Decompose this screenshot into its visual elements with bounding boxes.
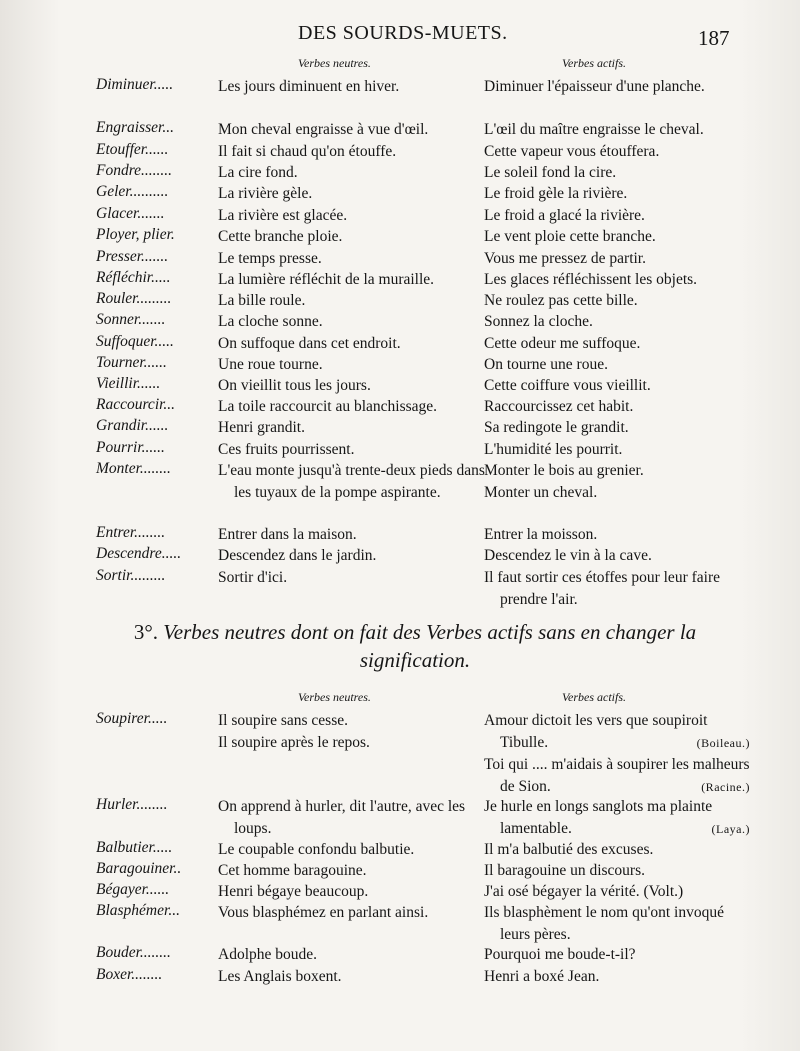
quote-text: Je hurle en longs sanglots ma plainte lamentable. (484, 798, 713, 837)
quote-text: Toi qui .... m'aidais à soupirer les malheurs de Sion. (484, 756, 750, 795)
verb-term: Engraisser... (96, 119, 174, 136)
verb-term: Réfléchir..... (96, 269, 171, 286)
active-example: Raccourcissez cet habit. (484, 398, 634, 415)
active-example: Le soleil fond la cire. (484, 164, 617, 181)
neutral-example: Les jours diminuent en hiver. (218, 78, 400, 95)
verb-term: Bouder........ (96, 944, 171, 961)
active-example: Cette coiffure vous vieillit. (484, 377, 651, 394)
active-example: Il faut sortir ces étoffes pour leur faire prendre l'air. (484, 569, 720, 608)
active-example: Sonnez la cloche. (484, 313, 593, 330)
neutral-example: On suffoque dans cet endroit. (218, 335, 401, 352)
column-heading-neutral: Verbes neutres. (298, 56, 371, 70)
active-example: J'ai osé bégayer la vérité. (Volt.) (484, 883, 684, 900)
verb-term: Sonner....... (96, 311, 166, 328)
running-title: DES SOURDS-MUETS. (298, 22, 508, 44)
active-example: Vous me pressez de partir. (484, 250, 646, 267)
neutral-example: L'eau monte jusqu'à trente-deux pieds dans les tuyaux de la pompe aspirante. (218, 462, 485, 501)
active-example: Amour dictoit les vers que soupiroit (484, 712, 708, 729)
neutral-example: La toile raccourcit au blanchissage. (218, 398, 438, 415)
neutral-example: Les Anglais boxent. (218, 968, 342, 985)
neutral-example: Descendez dans le jardin. (218, 547, 377, 564)
active-example: Il m'a balbutié des excuses. (484, 841, 654, 858)
active-example: Cette vapeur vous étouffera. (484, 143, 660, 160)
verb-term: Presser....... (96, 248, 169, 265)
active-example: Descendez le vin à la cave. (484, 547, 652, 564)
active-example: Le froid gèle la rivière. (484, 185, 628, 202)
neutral-example: Le temps presse. (218, 250, 322, 267)
neutral-example: Entrer dans la maison. (218, 526, 357, 543)
verb-term: Baragouiner.. (96, 860, 182, 877)
quote-text: Tibulle. (500, 734, 549, 751)
neutral-example: Henri grandit. (218, 419, 305, 436)
page-header (0, 22, 800, 48)
active-example (484, 754, 750, 798)
neutral-example: Henri bégaye beaucoup. (218, 883, 369, 900)
neutral-example: Ces fruits pourrissent. (218, 441, 355, 458)
verb-term: Grandir...... (96, 417, 169, 434)
verb-term: Fondre........ (96, 162, 173, 179)
verb-term: Rouler......... (96, 290, 172, 307)
neutral-example: Vous blasphémez en parlant ainsi. (218, 904, 429, 921)
verb-term: Bégayer...... (96, 881, 170, 898)
verb-term: Vieillir...... (96, 375, 161, 392)
verb-term: Hurler........ (96, 796, 168, 813)
active-example: Ne roulez pas cette bille. (484, 292, 638, 309)
neutral-example: Sortir d'ici. (218, 569, 288, 586)
citation: (Boileau.) (696, 736, 750, 750)
section-number: 3°. (133, 620, 158, 644)
neutral-example: Mon cheval engraisse à vue d'œil. (218, 121, 429, 138)
neutral-example: Une roue tourne. (218, 356, 323, 373)
section-title-text: Verbes neutres dont on fait des Verbes actifs sans en changer la signification. (163, 620, 697, 672)
neutral-example: Il soupire après le repos. (218, 734, 370, 751)
active-example: On tourne une roue. (484, 356, 608, 373)
verb-term: Ployer, plier. (96, 226, 175, 243)
neutral-example: La rivière est glacée. (218, 207, 348, 224)
verb-term: Raccourcir... (96, 396, 176, 413)
active-example: L'humidité les pourrit. (484, 441, 623, 458)
active-example: Il baragouine un discours. (484, 862, 645, 879)
active-example: Sa redingote le grandit. (484, 419, 629, 436)
citation: (Racine.) (701, 780, 750, 794)
active-example: Entrer la moisson. (484, 526, 598, 543)
active-example: Henri a boxé Jean. (484, 968, 600, 985)
verb-term: Balbutier..... (96, 839, 173, 856)
verb-term: Monter........ (96, 460, 171, 477)
verb-term: Etouffer...... (96, 141, 169, 158)
active-example (484, 796, 750, 840)
column-heading-active: Verbes actifs. (562, 690, 626, 704)
active-example: Pourquoi me boude-t-il? (484, 946, 636, 963)
verb-term: Descendre..... (96, 545, 182, 562)
active-example: Le vent ploie cette branche. (484, 228, 656, 245)
neutral-example: La cloche sonne. (218, 313, 323, 330)
active-example: Les glaces réfléchissent les objets. (484, 271, 698, 288)
verb-term: Tourner...... (96, 354, 167, 371)
verb-term: Geler.......... (96, 183, 169, 200)
verb-term: Pourrir...... (96, 439, 165, 456)
neutral-example: Il soupire sans cesse. (218, 712, 348, 729)
active-example: Monter un cheval. (484, 484, 598, 501)
neutral-example: Adolphe boude. (218, 946, 318, 963)
neutral-example: Il fait si chaud qu'on étouffe. (218, 143, 397, 160)
active-example: L'œil du maître engraisse le cheval. (484, 121, 704, 138)
verb-term: Suffoquer..... (96, 333, 174, 350)
verb-term: Boxer........ (96, 966, 163, 983)
neutral-example: La lumière réfléchit de la muraille. (218, 271, 435, 288)
section-heading (100, 618, 730, 674)
neutral-example: On vieillit tous les jours. (218, 377, 371, 394)
verb-term: Entrer........ (96, 524, 166, 541)
verb-term: Sortir......... (96, 567, 166, 584)
page-number: 187 (698, 26, 730, 50)
neutral-example: La cire fond. (218, 164, 298, 181)
verb-term: Soupirer..... (96, 710, 168, 727)
neutral-example: Cette branche ploie. (218, 228, 343, 245)
active-example: Diminuer l'épaisseur d'une planche. (484, 78, 705, 95)
verb-term: Glacer....... (96, 205, 165, 222)
verb-term: Blasphémer... (96, 902, 180, 919)
active-example: Ils blasphèment le nom qu'ont invoqué leurs pères. (484, 904, 724, 943)
citation: (Laya.) (711, 822, 750, 836)
neutral-example: Le coupable confondu balbutie. (218, 841, 415, 858)
column-heading-active: Verbes actifs. (562, 56, 626, 70)
neutral-example: Cet homme baragouine. (218, 862, 367, 879)
active-example: Cette odeur me suffoque. (484, 335, 641, 352)
verb-term: Diminuer..... (96, 76, 174, 93)
active-example (484, 732, 750, 754)
neutral-example: La bille roule. (218, 292, 306, 309)
active-example: Le froid a glacé la rivière. (484, 207, 645, 224)
active-example: Monter le bois au grenier. (484, 462, 644, 479)
column-heading-neutral: Verbes neutres. (298, 690, 371, 704)
neutral-example: La rivière gèle. (218, 185, 313, 202)
neutral-example: On apprend à hurler, dit l'autre, avec les loups. (218, 798, 466, 837)
